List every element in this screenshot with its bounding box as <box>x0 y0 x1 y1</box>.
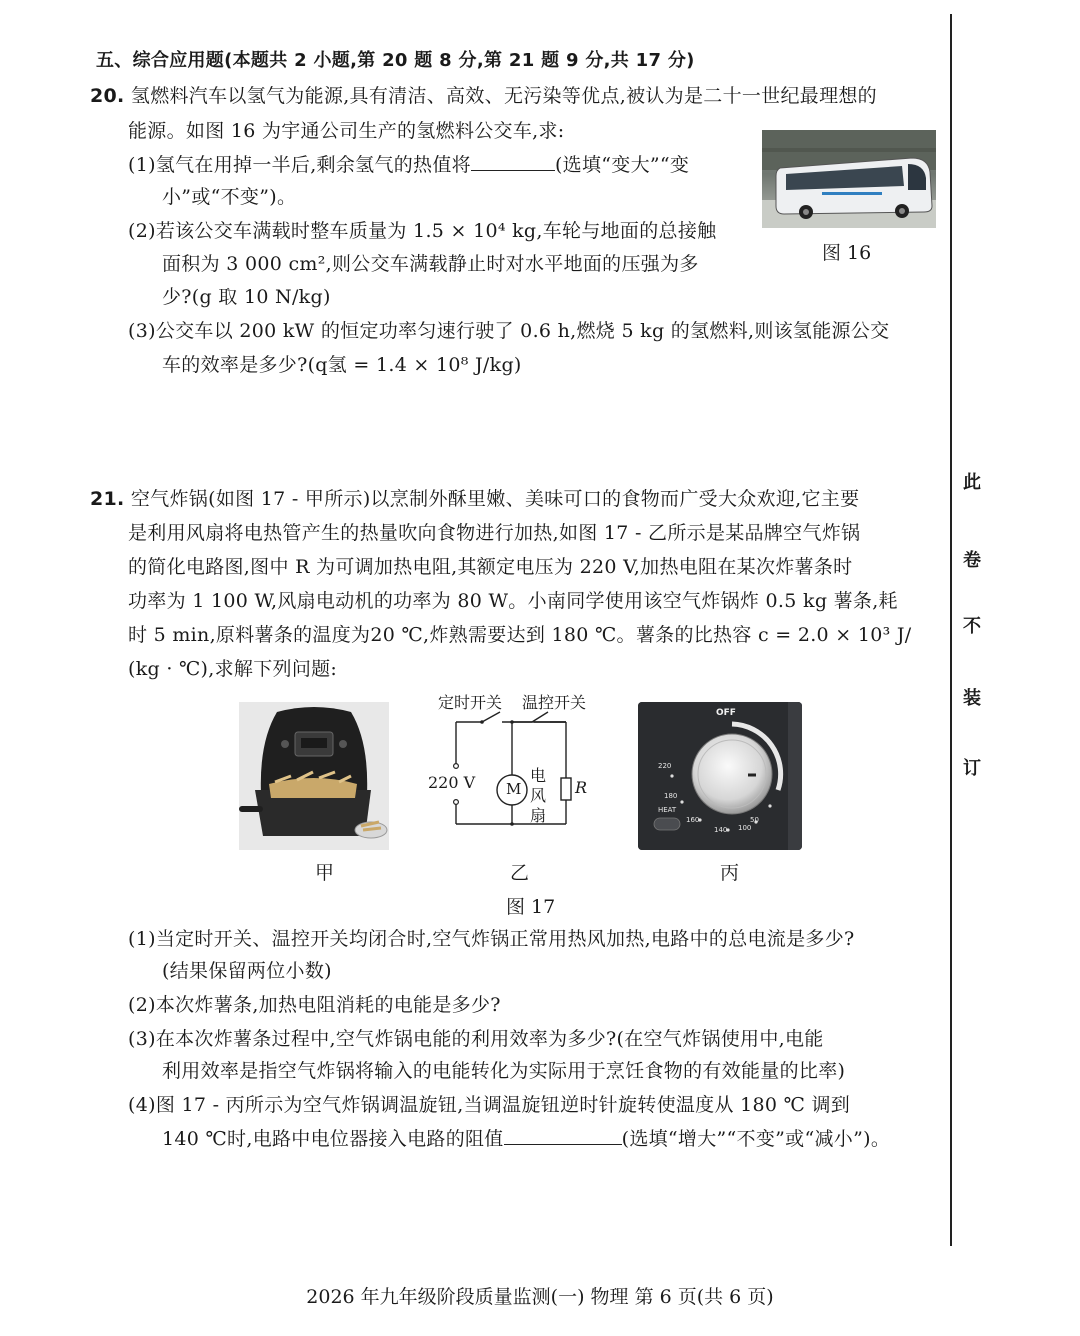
q20-part1-line2: 小”或“不变”)。 <box>162 186 297 208</box>
q20-intro-line1: 20. 氢燃料汽车以氢气为能源,具有清洁、高效、无污染等优点,被认为是二十一世纪最理想的 <box>90 85 877 107</box>
q20-part2-line3: 少?(g 取 10 N/kg) <box>162 286 331 308</box>
q20-part2-line1: (2)若该公交车满载时整车质量为 1.5 × 10⁴ kg,车轮与地面的总接触 <box>128 220 717 242</box>
side-char-2: 卷 <box>963 550 981 571</box>
thermostat-switch-label: 温控开关 <box>522 693 587 712</box>
q21-part4-answer-blank[interactable] <box>504 1124 622 1145</box>
q20-part3-line1: (3)公交车以 200 kW 的恒定功率匀速行驶了 0.6 h,燃烧 5 kg 的氢燃料,则该氢能源公交 <box>128 320 890 342</box>
q20-part1-answer-blank[interactable] <box>471 150 555 171</box>
knob-100-label: 100 <box>738 824 752 832</box>
side-char-5: 订 <box>963 758 981 779</box>
label-bing: 丙 <box>720 862 740 884</box>
side-char-4: 装 <box>963 688 981 709</box>
air-fryer-photo <box>239 702 389 850</box>
q21-number: 21. <box>90 488 125 510</box>
hydrogen-bus-photo <box>762 130 936 228</box>
q21-intro-line6: (kg · ℃),求解下列问题: <box>128 658 338 680</box>
label-jia: 甲 <box>315 862 335 884</box>
motor-symbol: M <box>506 780 522 798</box>
page-footer: 2026 年九年级阶段质量监测(一) 物理 第 6 页(共 6 页) <box>306 1286 774 1308</box>
side-char-1: 此 <box>963 472 981 493</box>
q21-part1-line2: (结果保留两位小数) <box>162 960 332 982</box>
q21-part3-line2: 利用效率是指空气炸锅将输入的电能转化为实际用于烹饪食物的有效能量的比率) <box>162 1060 846 1082</box>
q20-part2-line2: 面积为 3 000 cm²,则公交车满载静止时对水平地面的压强为多 <box>162 253 699 275</box>
side-char-3: 不 <box>963 616 981 637</box>
section-title: 五、综合应用题(本题共 2 小题,第 20 题 8 分,第 21 题 9 分,共 17 分) <box>96 50 695 71</box>
knob-50-label: 50 <box>750 816 759 824</box>
q21-part2-line1: (2)本次炸薯条,加热电阻消耗的电能是多少? <box>128 994 501 1016</box>
label-yi: 乙 <box>510 862 530 884</box>
temperature-knob-photo <box>638 702 802 850</box>
binding-line <box>950 14 952 1246</box>
q20-part1-line1: (1)氢气在用掉一半后,剩余氢气的热值将 (选填“变大”“变 <box>128 150 689 180</box>
figure16-caption: 图 16 <box>822 242 872 264</box>
resistor-label: R <box>575 778 588 797</box>
q21-intro-line1: 21. 空气炸锅(如图 17 - 甲所示)以烹制外酥里嫩、美味可口的食物而广受大众欢迎,它主要 <box>90 488 860 510</box>
knob-off-label: OFF <box>716 708 736 718</box>
timer-switch-label: 定时开关 <box>438 693 503 712</box>
q21-part4-line2: 140 ℃时,电路中电位器接入电路的阻值 (选填“增大”“不变”或“减小”)。 <box>162 1124 890 1154</box>
knob-140-label: 140 <box>714 826 728 834</box>
knob-heat-label: HEAT <box>658 806 677 814</box>
q21-intro-line5: 时 5 min,原料薯条的温度为20 ℃,炸熟需要达到 180 ℃。薯条的比热容 c = 2.0 × 10³ J/ <box>128 624 912 646</box>
figure17-caption: 图 17 <box>506 896 556 918</box>
q21-intro-line3: 的简化电路图,图中 R 为可调加热电阻,其额定电压为 220 V,加热电阻在某次炸薯条时 <box>128 556 853 578</box>
q21-intro-line2: 是利用风扇将电热管产生的热量吹向食物进行加热,如图 17 - 乙所示是某品牌空气炸锅 <box>128 522 861 544</box>
knob-160-label: 160 <box>686 816 700 824</box>
voltage-label: 220 V <box>428 773 476 792</box>
q20-intro-line2: 能源。如图 16 为宇通公司生产的氢燃料公交车,求: <box>128 120 565 142</box>
fan-label: 电 风 扇 <box>530 766 547 825</box>
q21-part1-line1: (1)当定时开关、温控开关均闭合时,空气炸锅正常用热风加热,电路中的总电流是多少? <box>128 928 855 950</box>
circuit-diagram <box>420 684 620 854</box>
q20-part3-line2: 车的效率是多少?(q氢 = 1.4 × 10⁸ J/kg) <box>162 354 522 376</box>
q20-number: 20. <box>90 85 125 107</box>
q21-part3-line1: (3)在本次炸薯条过程中,空气炸锅电能的利用效率为多少?(在空气炸锅使用中,电能 <box>128 1028 824 1050</box>
q21-part4-line1: (4)图 17 - 丙所示为空气炸锅调温旋钮,当调温旋钮逆时针旋转使温度从 180 ℃ 调到 <box>128 1094 851 1116</box>
knob-220-label: 220 <box>658 762 672 770</box>
knob-180-label: 180 <box>664 792 678 800</box>
q21-intro-line4: 功率为 1 100 W,风扇电动机的功率为 80 W。小南同学使用该空气炸锅炸 0.5 kg 薯条,耗 <box>128 590 898 612</box>
